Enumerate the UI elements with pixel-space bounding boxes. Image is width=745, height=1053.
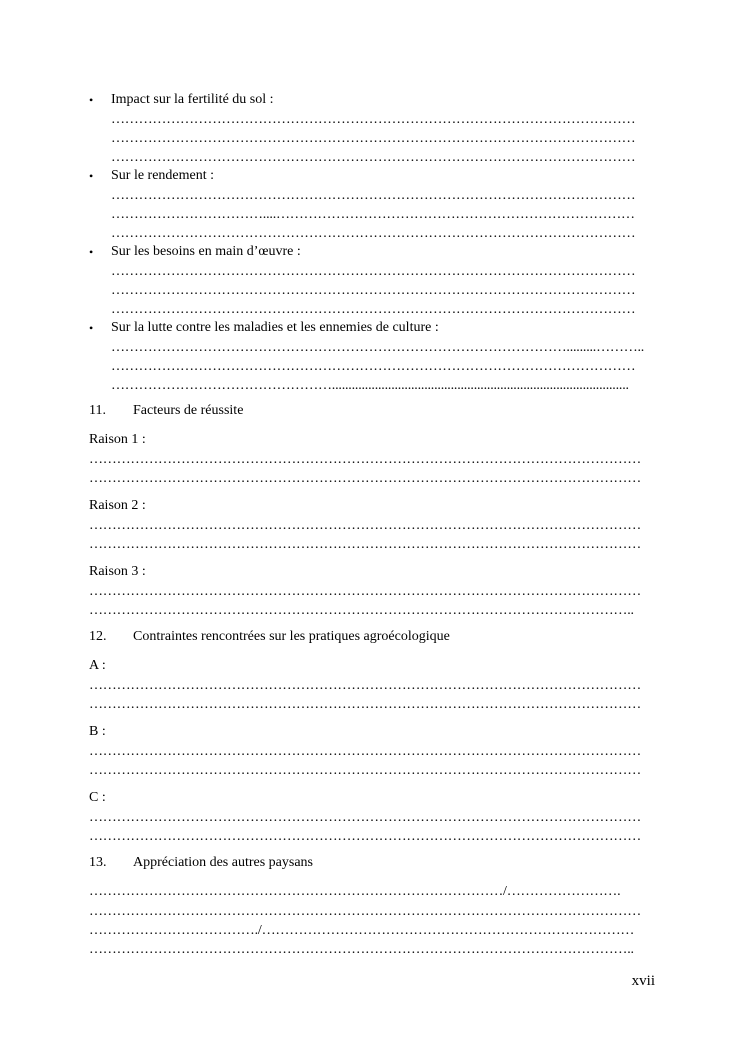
bullet-icon: • [89,169,94,183]
dotted-line: …………………………………………………………………………………………………… [111,131,636,146]
bullet-icon: • [89,93,94,107]
dotted-line: ………………………………………………………………………………………………………… [89,829,642,844]
dotted-line: …………………………………………………………………………………………………… [111,112,636,127]
dotted-line: ……………………………………………………………………………………….........……….. [111,340,645,355]
dotted-line: ………………………………………………………………………………/……………………. [89,884,621,899]
dotted-line: …………………………………………………………………………………………………… [111,188,636,203]
dotted-line: ………………………………………….......................................................................................... [111,378,629,393]
dotted-line: …………………………………………………………………………………………………… [111,283,636,298]
dotted-line: …………………………………………………………………………………………………… [111,150,636,165]
section-title: Appréciation des autres paysans [133,855,313,870]
dotted-line: ………………………………………………………………………………………………………… [89,763,642,778]
section-title: Facteurs de réussite [133,403,244,418]
bullet-icon: • [89,245,94,259]
dotted-line: ………………………………./……………………………………………………………………… [89,923,635,938]
section-number: 13. [89,855,107,870]
section-title: Contraintes rencontrées sur les pratiques agroécologique [133,629,450,644]
item-label: Raison 2 : [89,498,146,513]
dotted-line: ………………………………………………………………………………………………………… [89,744,642,759]
dotted-line: ………………………………………………………………………………………………………… [89,518,642,533]
dotted-line: ………………………………………………………………………………………………………… [89,452,642,467]
item-label: C : [89,790,106,805]
bullet-label: Impact sur la fertilité du sol : [111,92,274,107]
dotted-line: ………………………………………………………………………………………………………… [89,904,642,919]
item-label: Raison 3 : [89,564,146,579]
dotted-line: ………………………………………………………………………………………………………… [89,537,642,552]
item-label: Raison 1 : [89,432,146,447]
bullet-label: Sur la lutte contre les maladies et les ennemies de culture : [111,320,439,335]
page-number: xvii [631,973,655,989]
dotted-line: ……………………………....…………………………………………………………………… [111,207,635,222]
dotted-line: ………………………………………………………………………………………………………… [89,678,642,693]
section-number: 12. [89,629,107,644]
dotted-line: …………………………………………………………………………………………………… [111,359,636,374]
bullet-icon: • [89,321,94,335]
dotted-line: ………………………………………………………………………………………………………… [89,697,642,712]
bullet-label: Sur les besoins en main d’œuvre : [111,244,301,259]
dotted-line: ………………………………………………………………………………………………………… [89,584,642,599]
dotted-line: ……………………………………………………………………………………………………….. [89,942,634,957]
dotted-line: ……………………………………………………………………………………………………….. [89,603,634,618]
item-label: B : [89,724,106,739]
dotted-line: ………………………………………………………………………………………………………… [89,471,642,486]
dotted-line: …………………………………………………………………………………………………… [111,302,636,317]
item-label: A : [89,658,106,673]
dotted-line: ………………………………………………………………………………………………………… [89,810,642,825]
dotted-line: …………………………………………………………………………………………………… [111,264,636,279]
section-number: 11. [89,403,106,418]
dotted-line: …………………………………………………………………………………………………… [111,226,636,241]
bullet-label: Sur le rendement : [111,168,215,183]
